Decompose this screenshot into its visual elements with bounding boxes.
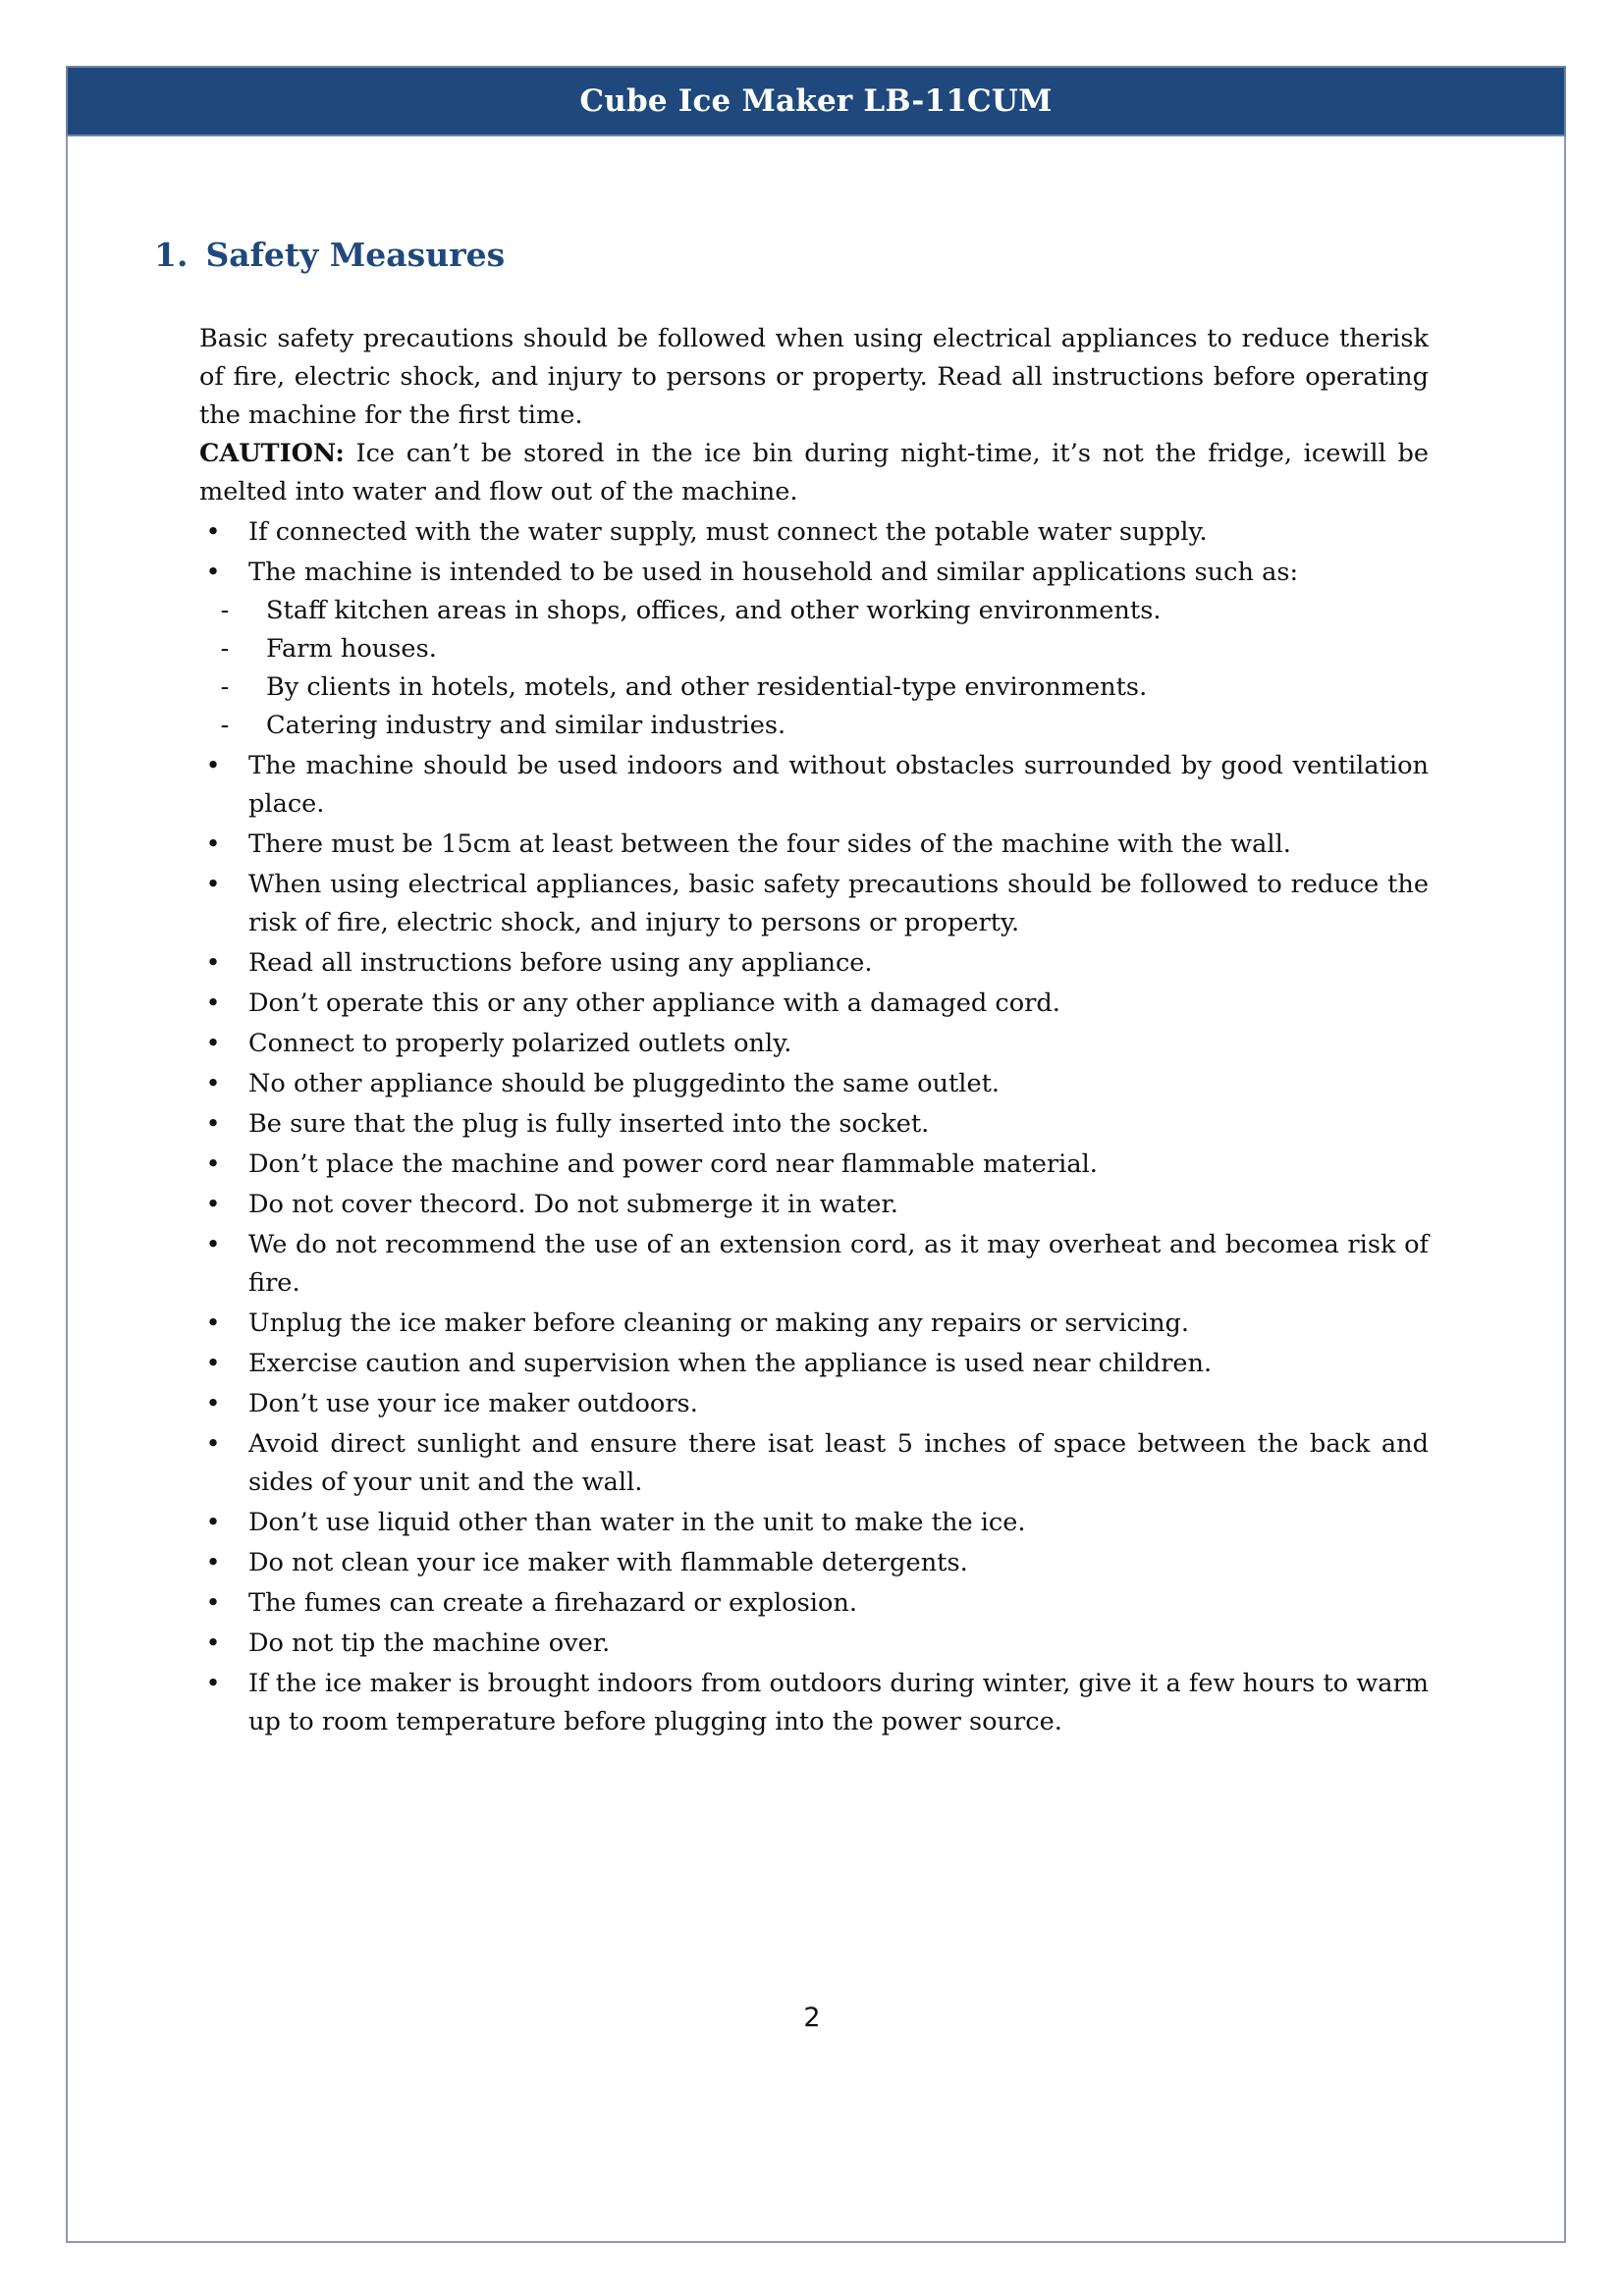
- bullet-text: There must be 15cm at least between the four sides of the machine with the wall.: [248, 829, 1291, 859]
- sub-list-item: [199, 707, 1429, 745]
- bullet-item: [199, 1425, 1429, 1502]
- bullet-icon: •: [205, 1429, 221, 1459]
- bullet-icon: •: [205, 558, 221, 587]
- dash-icon: -: [220, 711, 230, 740]
- dash-icon: -: [220, 596, 230, 625]
- page-number: 2: [803, 2002, 821, 2033]
- bullet-text: Do not clean your ice maker with flammable detergents.: [248, 1548, 968, 1577]
- bullet-item: [199, 1625, 1429, 1663]
- sub-list-item: [199, 668, 1429, 707]
- dash-icon: -: [220, 672, 230, 702]
- bullet-text: Don’t use your ice maker outdoors.: [248, 1389, 698, 1418]
- bullet-item: [199, 1146, 1429, 1184]
- intro-paragraph: Basic safety precautions should be followed when using electrical appliances to reduce therisk of fire, electric shock, and injury to persons or property. Read all instructions before operating the machine for the first time.: [199, 324, 1429, 430]
- bullet-text: Do not cover thecord. Do not submerge it in water.: [248, 1190, 898, 1219]
- content-body: [199, 320, 1429, 1743]
- bullet-text: Unplug the ice maker before cleaning or making any repairs or servicing.: [248, 1308, 1190, 1338]
- bullet-item: [199, 944, 1429, 983]
- bullet-text: Do not tip the machine over.: [248, 1629, 611, 1658]
- bullet-text: Exercise caution and supervision when the appliance is used near children.: [248, 1349, 1213, 1378]
- bullet-icon: •: [205, 948, 221, 978]
- sub-list-text: Farm houses.: [266, 634, 437, 664]
- section-number: 1.: [154, 236, 189, 274]
- bullet-text: If the ice maker is brought indoors from outdoors during winter, give it a few hours to warm up to room temperature before plugging into the power source.: [248, 1669, 1429, 1736]
- bullet-text: Don’t operate this or any other appliance with a damaged cord.: [248, 988, 1060, 1018]
- caution-label: CAUTION:: [199, 439, 345, 468]
- bullet-text: Avoid direct sunlight and ensure there isat least 5 inches of space between the back and sides of your unit and the wall.: [248, 1429, 1429, 1497]
- bullet-icon: •: [205, 1588, 221, 1618]
- bullet-text: When using electrical appliances, basic safety precautions should be followed to reduce the risk of fire, electric shock, and injury to persons or property.: [248, 870, 1429, 937]
- caution-paragraph: [199, 435, 1429, 511]
- bullet-item: [199, 1065, 1429, 1103]
- bullet-icon: •: [205, 1508, 221, 1537]
- bullet-icon: •: [205, 1349, 221, 1378]
- sub-list: [199, 592, 1429, 745]
- bullet-text: We do not recommend the use of an extension cord, as it may overheat and becomea risk of fire.: [248, 1230, 1429, 1298]
- bullet-icon: •: [205, 1629, 221, 1658]
- section-title: Safety Measures: [205, 236, 506, 274]
- sub-list-text: Catering industry and similar industries.: [266, 711, 786, 740]
- bullet-item: [199, 513, 1429, 552]
- bullet-icon: •: [205, 1069, 221, 1098]
- section-heading: [154, 236, 505, 274]
- bullet-item: [199, 866, 1429, 942]
- bullet-item: [199, 1584, 1429, 1623]
- bullet-text: Don’t use liquid other than water in the unit to make the ice.: [248, 1508, 1026, 1537]
- bullet-text: The machine should be used indoors and without obstacles surrounded by good ventilation place.: [248, 751, 1429, 819]
- bullet-item: [199, 1305, 1429, 1343]
- bullet-icon: •: [205, 988, 221, 1018]
- bullet-item: [199, 1105, 1429, 1144]
- bullet-text: If connected with the water supply, must connect the potable water supply.: [248, 517, 1208, 547]
- header-bar: [66, 66, 1566, 136]
- bullet-icon: •: [205, 751, 221, 780]
- bullet-text: Connect to properly polarized outlets only.: [248, 1029, 792, 1058]
- bullet-icon: •: [205, 1029, 221, 1058]
- bullet-text: Read all instructions before using any appliance.: [248, 948, 873, 978]
- sub-list-item: [199, 630, 1429, 668]
- bullet-item: [199, 1544, 1429, 1582]
- bullet-item: [199, 1345, 1429, 1383]
- bullet-item: [199, 826, 1429, 864]
- sub-list-text: Staff kitchen areas in shops, offices, and other working environments.: [266, 596, 1162, 625]
- bullet-text: The machine is intended to be used in household and similar applications such as:: [248, 558, 1299, 587]
- bullet-icon: •: [205, 1389, 221, 1418]
- bullet-icon: •: [205, 1548, 221, 1577]
- bullet-item: [199, 1226, 1429, 1303]
- bullet-item: [199, 554, 1429, 745]
- bullet-item: [199, 1186, 1429, 1224]
- bullet-item: [199, 747, 1429, 824]
- bullet-item: [199, 1385, 1429, 1423]
- bullet-icon: •: [205, 517, 221, 547]
- bullet-icon: •: [205, 1149, 221, 1179]
- safety-bullet-list: [199, 513, 1429, 1741]
- bullet-icon: •: [205, 829, 221, 859]
- document-title: Cube Ice Maker LB-11CUM: [579, 83, 1053, 119]
- bullet-text: No other appliance should be pluggedinto the same outlet.: [248, 1069, 1001, 1098]
- bullet-item: [199, 985, 1429, 1023]
- caution-text: Ice can’t be stored in the ice bin during night-time, it’s not the fridge, icewill be melted into water and flow out of the machine.: [199, 439, 1429, 507]
- bullet-icon: •: [205, 1190, 221, 1219]
- sub-list-item: [199, 592, 1429, 630]
- sub-list-text: By clients in hotels, motels, and other residential-type environments.: [266, 672, 1148, 702]
- bullet-item: [199, 1665, 1429, 1741]
- bullet-item: [199, 1504, 1429, 1542]
- bullet-item: [199, 1025, 1429, 1063]
- bullet-icon: •: [205, 870, 221, 899]
- bullet-icon: •: [205, 1669, 221, 1698]
- bullet-text: Don’t place the machine and power cord near flammable material.: [248, 1149, 1098, 1179]
- bullet-text: The fumes can create a firehazard or explosion.: [248, 1588, 857, 1618]
- bullet-icon: •: [205, 1109, 221, 1139]
- bullet-text: Be sure that the plug is fully inserted into the socket.: [248, 1109, 930, 1139]
- dash-icon: -: [220, 634, 230, 664]
- bullet-icon: •: [205, 1308, 221, 1338]
- bullet-icon: •: [205, 1230, 221, 1259]
